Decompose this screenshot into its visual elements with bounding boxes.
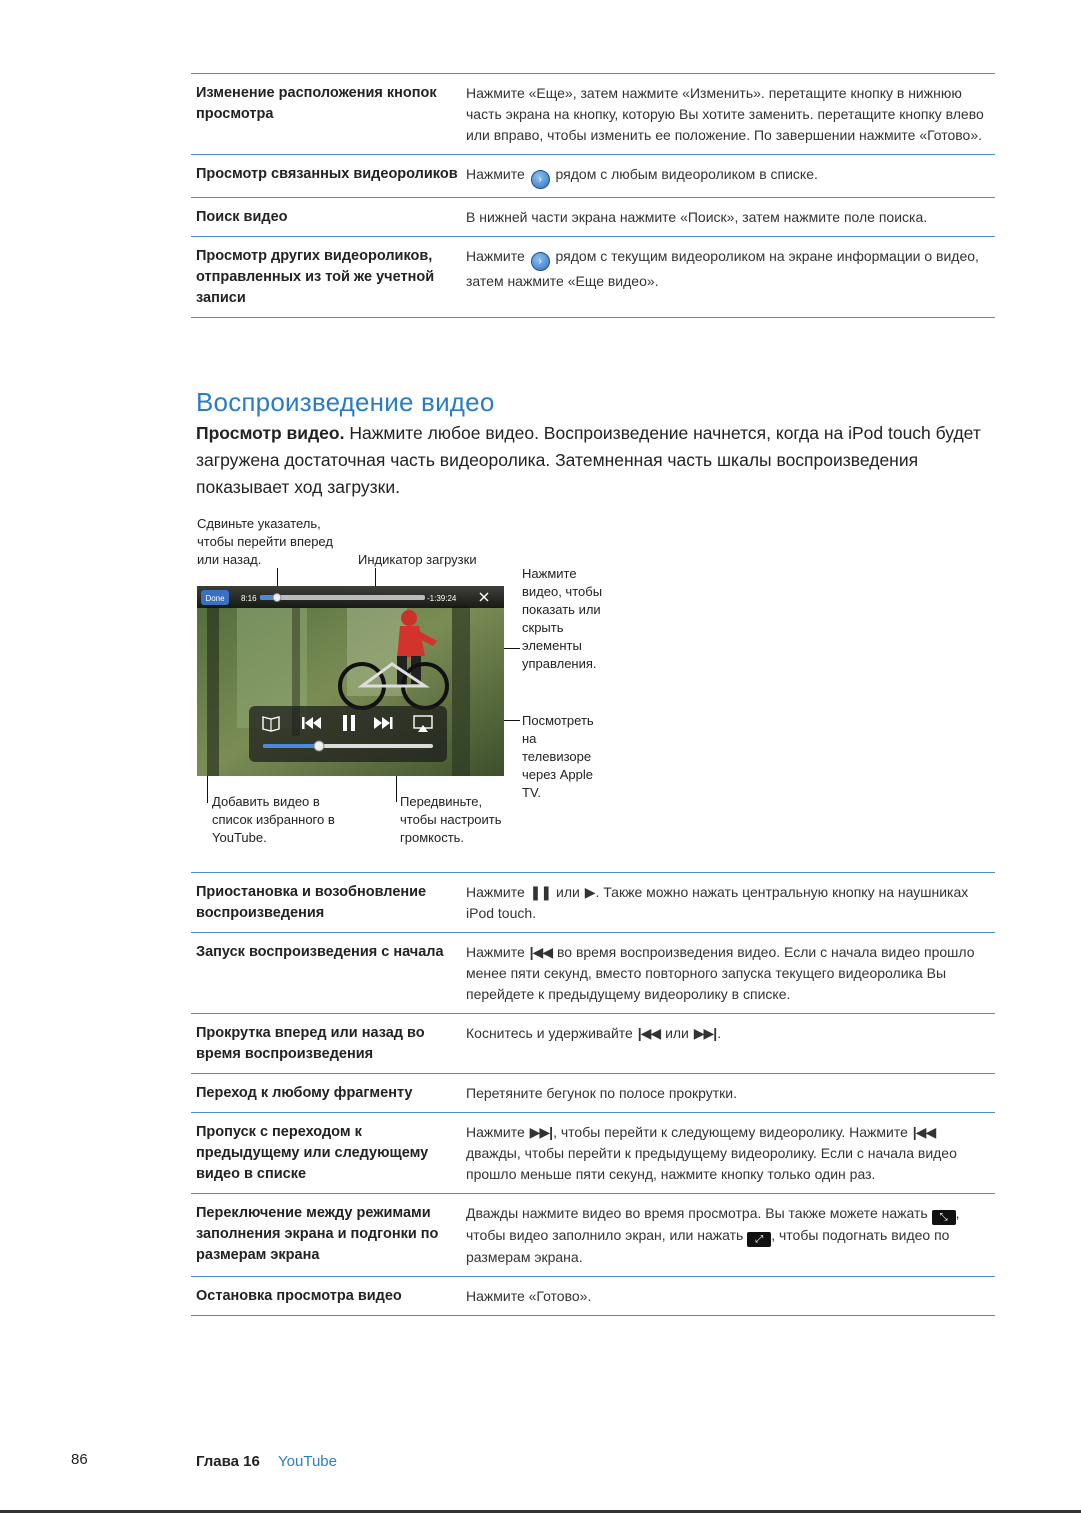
- row-description: Нажмите «Еще», затем нажмите «Изменить». перетащите кнопку в нижнюю часть экрана на кнопку, которую Вы хотите заменить. перетащите кнопку влево или вправо, чтобы изменить ее положение. По завершении нажмите «Готово».: [466, 85, 984, 143]
- next-track-icon: ▶▶|: [529, 1124, 553, 1140]
- callout-apple-tv: Посмотреть на телевизоре через Apple TV.: [522, 713, 594, 800]
- row-label: Остановка просмотра видео: [196, 1288, 402, 1304]
- intro-lead: Просмотр видео.: [196, 423, 345, 443]
- callout-tap-video: Нажмите видео, чтобы показать или скрыть элементы управления.: [522, 566, 603, 671]
- desc-text: Нажмите: [466, 248, 525, 264]
- row-description: [466, 942, 995, 1005]
- row-label: Прокрутка вперед или назад во время воспроизведения: [196, 1025, 425, 1062]
- callout-scrub: Сдвиньте указатель, чтобы перейти вперед или назад.: [197, 516, 333, 567]
- row-description: [466, 164, 995, 189]
- table-row: [191, 73, 995, 154]
- desc-text: , чтобы подогнать видео по размерам экрана.: [466, 1227, 950, 1265]
- section-title: Воспроизведение видео: [196, 387, 495, 417]
- table-row: [191, 872, 995, 932]
- desc-text: , чтобы перейти к следующему видеоролику. Нажмите: [553, 1124, 908, 1140]
- desc-text: Нажмите: [466, 1124, 525, 1140]
- play-icon: ▶: [584, 884, 595, 900]
- table-row: [191, 1276, 995, 1316]
- more-info-icon: ›: [531, 252, 550, 271]
- desc-text: рядом с любым видеороликом в списке.: [555, 166, 818, 182]
- table-row: [191, 1073, 995, 1112]
- row-description: [466, 1122, 995, 1185]
- desc-text: во время воспроизведения видео. Если с начала видео прошло менее пяти секунд, вместо повторного запуска текущего видеоролика Вы перейдете к предыдущему видеоролику в списке.: [466, 944, 975, 1002]
- desc-text: Нажмите: [466, 944, 525, 960]
- row-description: [466, 882, 995, 924]
- table-row: [191, 932, 995, 1013]
- row-label: Пропуск с переходом к предыдущему или следующему видео в списке: [196, 1124, 429, 1182]
- desc-text: . Также можно нажать центральную кнопку на наушниках iPod touch.: [466, 884, 969, 921]
- row-label: Просмотр связанных видеороликов: [196, 166, 458, 182]
- table-row: [191, 1112, 995, 1193]
- row-description: Нажмите «Готово».: [466, 1288, 592, 1304]
- table-row: [191, 236, 995, 318]
- desc-text: дважды, чтобы перейти к предыдущему видеоролику. Если с начала видео прошло меньше пяти секунд, нажмите кнопку только один раз.: [466, 1145, 957, 1182]
- row-label: Поиск видео: [196, 209, 288, 225]
- row-label: Переход к любому фрагменту: [196, 1085, 413, 1101]
- controls-table: [191, 872, 995, 1316]
- control-panel: [249, 706, 447, 762]
- volume-handle[interactable]: [314, 741, 324, 751]
- table-row: [191, 1193, 995, 1276]
- fit-screen-icon: ⤢: [747, 1232, 771, 1247]
- scrubber-handle[interactable]: [273, 594, 281, 602]
- desc-text: Нажмите: [466, 884, 525, 900]
- remaining-time: -1:39:24: [427, 594, 457, 603]
- table-row: [191, 197, 995, 236]
- row-description: [466, 1203, 995, 1268]
- next-track-icon: ▶▶|: [693, 1025, 717, 1041]
- done-button-label: Done: [205, 594, 225, 603]
- top-info-table: [191, 73, 995, 318]
- intro-paragraph: [196, 420, 996, 501]
- video-frame: [197, 586, 504, 776]
- intro-text: Нажмите любое видео. Воспроизведение начнется, когда на iPod touch будет загружена достаточная часть видеоролика. Затемненная часть шкалы воспроизведения показывает ход загрузки.: [196, 423, 981, 497]
- table-row: [191, 1013, 995, 1073]
- row-description: В нижней части экрана нажмите «Поиск», затем нажмите поле поиска.: [466, 209, 928, 225]
- desc-text: рядом с текущим видеороликом на экране информации о видео, затем нажмите «Еще видео».: [466, 248, 979, 289]
- callout-favorites: Добавить видео в список избранного в YouTube.: [212, 794, 335, 845]
- fill-screen-icon: ⤡: [932, 1210, 956, 1225]
- previous-track-icon: |◀◀: [912, 1124, 936, 1140]
- row-label: Просмотр других видеороликов, отправленных из той же учетной записи: [196, 248, 435, 306]
- desc-text: Нажмите: [466, 166, 525, 182]
- desc-text: Коснитесь и удерживайте: [466, 1025, 633, 1041]
- row-label: Переключение между режимами заполнения экрана и подгонки по размерам экрана: [196, 1205, 439, 1263]
- desc-text: или: [556, 884, 580, 900]
- row-description: Перетяните бегунок по полосе прокрутки.: [466, 1085, 737, 1101]
- desc-text: Дважды нажмите видео во время просмотра. Вы также можете нажать: [466, 1205, 928, 1221]
- row-description: [466, 1023, 995, 1065]
- previous-track-icon: |◀◀: [529, 944, 553, 960]
- chapter-label: Глава 16: [196, 1453, 260, 1470]
- volume-level: [263, 744, 319, 748]
- row-label: Запуск воспроизведения с начала: [196, 944, 444, 960]
- elapsed-time: 8:16: [241, 594, 257, 603]
- row-label: Приостановка и возобновление воспроизведения: [196, 884, 427, 921]
- row-label: Изменение расположения кнопок просмотра: [196, 85, 437, 122]
- desc-text: или: [665, 1025, 689, 1041]
- previous-track-icon: |◀◀: [637, 1025, 661, 1041]
- desc-text: , чтобы видео заполнило экран, или нажать: [466, 1205, 960, 1243]
- callout-download: Индикатор загрузки: [358, 552, 477, 567]
- table-row: [191, 154, 995, 197]
- callout-volume: Передвиньте, чтобы настроить громкость.: [400, 794, 502, 845]
- row-description: [466, 246, 995, 309]
- pause-icon: ❚❚: [529, 884, 552, 900]
- video-player-figure[interactable]: [197, 586, 504, 776]
- desc-text: .: [717, 1025, 722, 1041]
- chapter-footer: [196, 1453, 337, 1470]
- page-number: 86: [71, 1451, 88, 1468]
- more-info-icon: ›: [531, 170, 550, 189]
- chapter-title-link[interactable]: YouTube: [278, 1453, 337, 1470]
- playback-track[interactable]: [260, 595, 425, 600]
